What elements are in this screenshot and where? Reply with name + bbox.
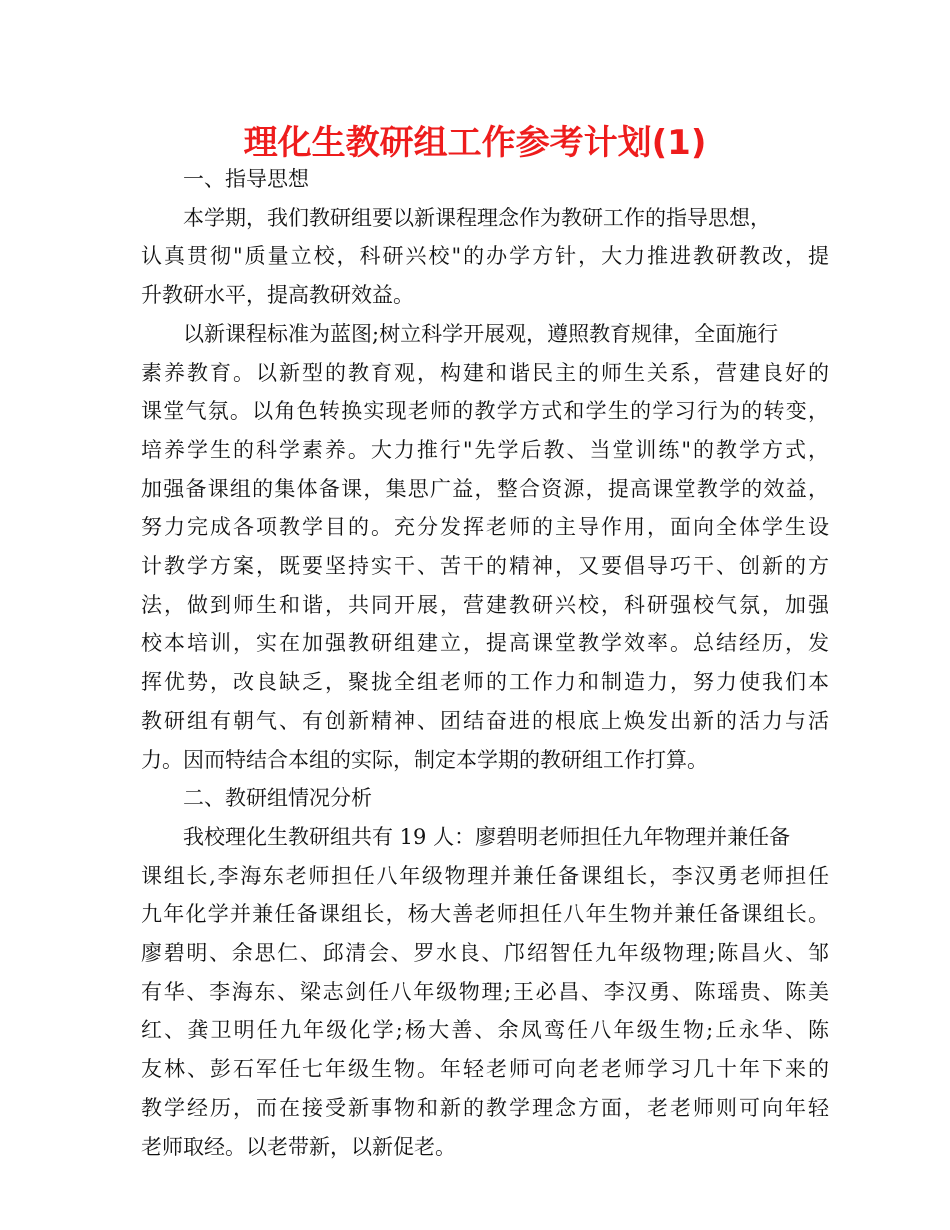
paragraph-line: 计教学方案，既要坚持实干、苦干的精神，又要倡导巧干、创新的方 — [141, 554, 829, 579]
paragraph-line: 友林、彭石军任七年级生物。年轻老师可向老老师学习几十年下来的 — [141, 1057, 829, 1082]
paragraph-group-members — [141, 818, 829, 1166]
paragraph-line: 校本培训，实在加强教研组建立，提高课堂教学效率。总结经历，发 — [141, 631, 829, 656]
paragraph-line: 课堂气氛。以角色转换实现老师的教学方式和学生的学习行为的转变， — [141, 399, 829, 424]
paragraph-line: 升教研水平，提高教研效益。 — [141, 283, 414, 308]
paragraph-line: 力。因而特结合本组的实际，制定本学期的教研组工作打算。 — [141, 747, 708, 772]
paragraph-line: 努力完成各项教学目的。充分发挥老师的主导作用，面向全体学生设 — [141, 515, 829, 540]
paragraph-line: 九年化学并兼任备课组长，杨大善老师担任八年生物并兼任备课组长。 — [141, 902, 829, 927]
paragraph-line: 本学期，我们教研组要以新课程理念作为教研工作的指导思想， — [183, 205, 771, 230]
paragraph-line: 老师取经。以老带新，以新促老。 — [141, 1134, 456, 1159]
paragraph-line: 廖碧明、余思仁、邱清会、罗水良、邝绍智任九年级物理;陈昌火、邹 — [141, 941, 829, 966]
paragraph-line: 教研组有朝气、有创新精神、团结奋进的根底上焕发出新的活力与活 — [141, 708, 829, 733]
paragraph-line: 课组长,李海东老师担任八年级物理并兼任备课组长，李汉勇老师担任 — [141, 863, 829, 888]
document-title: 理化生教研组工作参考计划(1) — [243, 123, 707, 163]
paragraph-line: 加强备课组的集体备课，集思广益，整合资源，提高课堂教学的效益， — [141, 476, 829, 501]
paragraph-line: 培养学生的科学素养。大力推行"先学后教、当堂训练"的教学方式， — [141, 437, 829, 462]
paragraph-line: 红、龚卫明任九年级化学;杨大善、余凤鸾任八年级生物;丘永华、陈 — [141, 1018, 829, 1043]
paragraph-line: 挥优势，改良缺乏，聚拢全组老师的工作力和制造力，努力使我们本 — [141, 670, 829, 695]
paragraph-line: 我校理化生教研组共有 19 人：廖碧明老师担任九年物理并兼任备 — [183, 824, 791, 849]
paragraph-line: 以新课程标准为蓝图;树立科学开展观，遵照教育规律，全面施行 — [183, 321, 779, 346]
document-body — [141, 160, 829, 1166]
paragraph-line: 教学经历，而在接受新事物和新的教学理念方面，老老师则可向年轻 — [141, 1095, 829, 1120]
paragraph-semester-goal — [141, 199, 829, 315]
paragraph-line: 法，做到师生和谐，共同开展，营建教研兴校，科研强校气氛，加强 — [141, 592, 829, 617]
paragraph-line: 有华、李海东、梁志剑任八年级物理;王必昌、李汉勇、陈瑶贵、陈美 — [141, 979, 829, 1004]
paragraph-curriculum-standards — [141, 315, 829, 779]
section-heading-guiding-ideology: 一、指导思想 — [183, 167, 309, 191]
section-heading-group-analysis: 二、教研组情况分析 — [183, 786, 372, 811]
paragraph-line: 素养教育。以新型的教育观，构建和谐民主的师生关系，营建良好的 — [141, 360, 829, 385]
paragraph-line: 认真贯彻"质量立校，科研兴校"的办学方针，大力推进教研教改，提 — [141, 244, 829, 269]
